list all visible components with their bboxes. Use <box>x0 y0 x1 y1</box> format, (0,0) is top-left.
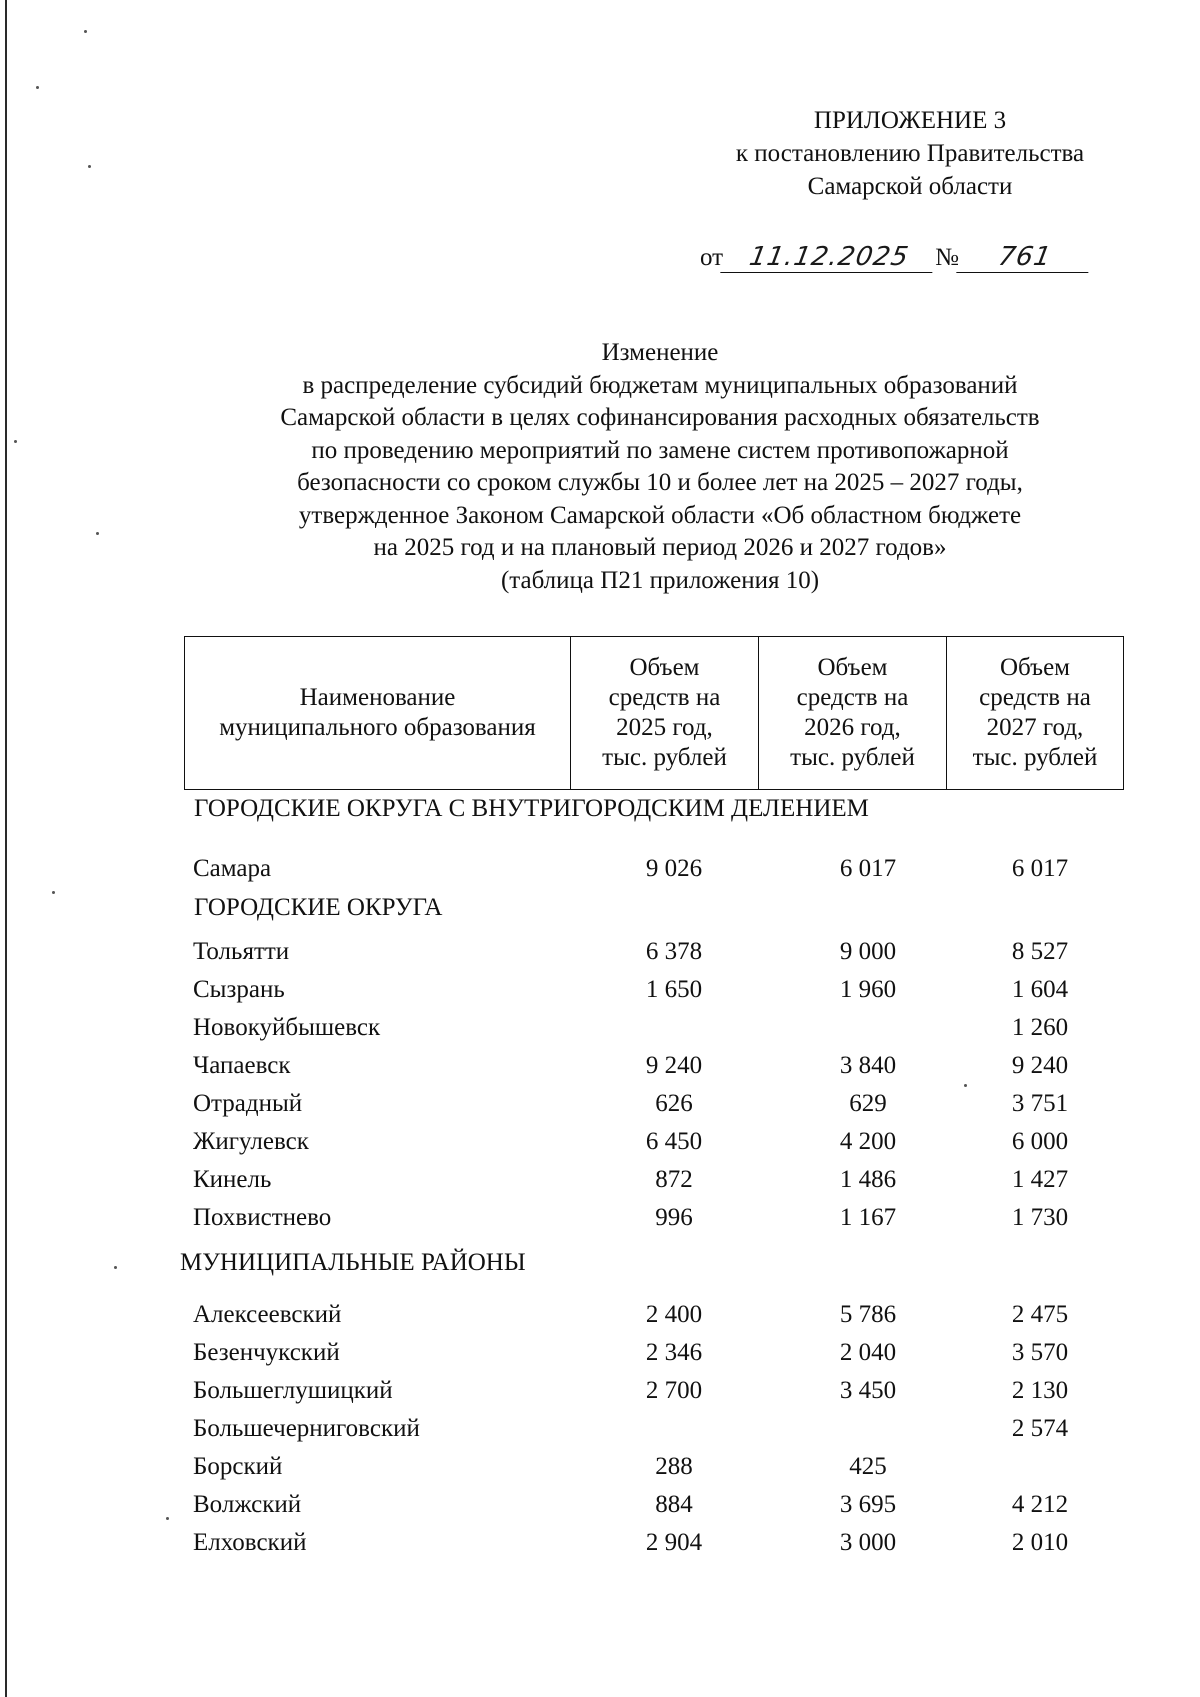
title-line-4: по проведению мероприятий по замене систем противопожарной <box>311 436 1009 464</box>
municipality-name: Сызрань <box>193 976 285 1003</box>
value-2027: 1 730 <box>1011 1204 1069 1231</box>
date-prefix: от <box>700 244 724 271</box>
value-2025: 2 904 <box>645 1529 703 1556</box>
title-line-6: утвержденное Законом Самарской области «Об областном бюджете <box>298 501 1022 529</box>
value-2027: 1 604 <box>1011 976 1069 1003</box>
value-2026: 425 <box>849 1453 887 1480</box>
value-2027: 3 570 <box>1011 1339 1069 1366</box>
value-2025: 6 378 <box>645 938 703 965</box>
value-2025: 288 <box>655 1453 693 1480</box>
value-2026: 1 486 <box>839 1166 897 1193</box>
header-2025: Объем средств на 2025 год, тыс. рублей <box>571 637 759 790</box>
title-line-3: Самарской области в целях софинансирования расходных обязательств <box>280 404 1040 431</box>
appendix-line-2: к постановлению Правительства <box>735 140 1085 167</box>
value-2026: 6 017 <box>839 855 897 882</box>
appendix-header <box>700 104 1120 203</box>
value-2025: 2 400 <box>645 1301 703 1328</box>
decree-reference <box>700 242 1091 273</box>
section-title: ГОРОДСКИЕ ОКРУГА <box>194 894 443 921</box>
value-2026: 2 040 <box>839 1339 897 1366</box>
value-2025: 9 240 <box>645 1052 703 1079</box>
appendix-title: ПРИЛОЖЕНИЕ 3 <box>813 107 1007 134</box>
table-row <box>0 1164 1200 1196</box>
value-2026: 9 000 <box>839 938 897 965</box>
municipality-name: Новокуйбышевск <box>193 1014 381 1041</box>
header-municipality: Наименование муниципального образования <box>185 637 571 790</box>
header-2026: Объем средств на 2026 год, тыс. рублей <box>759 637 947 790</box>
value-2025: 626 <box>655 1090 693 1117</box>
table-row <box>0 1126 1200 1158</box>
municipality-name: Кинель <box>193 1166 272 1193</box>
municipality-name: Большеглушицкий <box>193 1377 393 1404</box>
value-2026: 5 786 <box>839 1301 897 1328</box>
header-2027: Объем средств на 2027 год, тыс. рублей <box>947 637 1124 790</box>
value-2026: 3 000 <box>839 1529 897 1556</box>
handwritten-number: 761 <box>956 242 1093 273</box>
table-row <box>0 1299 1200 1331</box>
value-2026: 3 695 <box>839 1491 897 1518</box>
table-row <box>0 1375 1200 1407</box>
value-2026: 3 840 <box>839 1052 897 1079</box>
scan-speck <box>88 165 91 168</box>
municipality-name: Чапаевск <box>193 1052 291 1079</box>
municipality-name: Елховский <box>193 1529 307 1556</box>
scan-speck <box>96 532 99 535</box>
municipality-name: Борский <box>193 1453 283 1480</box>
title-line-2: в распределение субсидий бюджетам муниципальных образований <box>302 371 1018 399</box>
value-2027: 2 574 <box>1011 1415 1069 1442</box>
table-row <box>0 1088 1200 1120</box>
value-2027: 9 240 <box>1011 1052 1069 1079</box>
value-2025: 1 650 <box>645 976 703 1003</box>
section-title: ГОРОДСКИЕ ОКРУГА С ВНУТРИГОРОДСКИМ ДЕЛЕНИЕМ <box>194 795 869 822</box>
title-line-1: Изменение <box>601 339 719 366</box>
title-line-8: (таблица П21 приложения 10) <box>500 566 820 594</box>
table-header <box>184 636 1124 790</box>
municipality-name: Алексеевский <box>193 1301 342 1328</box>
table-row <box>0 1489 1200 1521</box>
table-row <box>0 974 1200 1006</box>
scan-speck <box>114 1266 117 1269</box>
table-row <box>0 936 1200 968</box>
municipality-name: Большечерниговский <box>193 1415 420 1442</box>
value-2025: 9 026 <box>645 855 703 882</box>
value-2027: 3 751 <box>1011 1090 1069 1117</box>
value-2026: 3 450 <box>839 1377 897 1404</box>
value-2026: 1 960 <box>839 976 897 1003</box>
value-2026: 1 167 <box>839 1204 897 1231</box>
section-title: МУНИЦИПАЛЬНЫЕ РАЙОНЫ <box>180 1249 526 1276</box>
value-2027: 2 475 <box>1011 1301 1069 1328</box>
title-line-7: на 2025 год и на плановый период 2026 и 2027 годов» <box>373 534 947 561</box>
appendix-line-3: Самарской области <box>807 173 1013 200</box>
value-2026: 629 <box>849 1090 887 1117</box>
value-2025: 884 <box>655 1491 693 1518</box>
scan-speck <box>84 30 87 33</box>
value-2025: 872 <box>655 1166 693 1193</box>
handwritten-date: 11.12.2025 <box>720 242 937 273</box>
table-row <box>0 1012 1200 1044</box>
municipality-name: Отрадный <box>193 1090 303 1117</box>
scan-speck <box>964 1084 967 1087</box>
value-2027: 6 000 <box>1011 1128 1069 1155</box>
municipality-name: Тольятти <box>193 938 290 965</box>
table-row <box>0 1451 1200 1483</box>
municipality-name: Волжский <box>193 1491 302 1518</box>
scan-speck <box>36 86 39 89</box>
number-prefix: № <box>935 244 959 271</box>
table-row <box>0 1050 1200 1082</box>
municipality-name: Безенчукский <box>193 1339 340 1366</box>
value-2026: 4 200 <box>839 1128 897 1155</box>
title-line-5: безопасности со сроком службы 10 и более лет на 2025 – 2027 годы, <box>297 469 1023 496</box>
value-2027: 4 212 <box>1011 1491 1069 1518</box>
scan-speck <box>52 891 55 894</box>
value-2027: 2 010 <box>1011 1529 1069 1556</box>
value-2025: 996 <box>655 1204 693 1231</box>
value-2025: 2 700 <box>645 1377 703 1404</box>
table-row <box>0 1202 1200 1234</box>
value-2027: 6 017 <box>1011 855 1069 882</box>
table-row <box>0 1337 1200 1369</box>
municipality-name: Жигулевск <box>193 1128 309 1155</box>
value-2025: 2 346 <box>645 1339 703 1366</box>
document-title <box>190 337 1130 597</box>
table-row <box>0 1527 1200 1559</box>
municipality-name: Похвистнево <box>193 1204 332 1231</box>
value-2027: 8 527 <box>1011 938 1069 965</box>
table-row <box>0 1413 1200 1445</box>
value-2027: 2 130 <box>1011 1377 1069 1404</box>
municipality-name: Самара <box>193 855 272 882</box>
value-2027: 1 260 <box>1011 1014 1069 1041</box>
value-2025: 6 450 <box>645 1128 703 1155</box>
value-2027: 1 427 <box>1011 1166 1069 1193</box>
scan-speck <box>14 440 17 443</box>
table-row <box>0 853 1200 885</box>
